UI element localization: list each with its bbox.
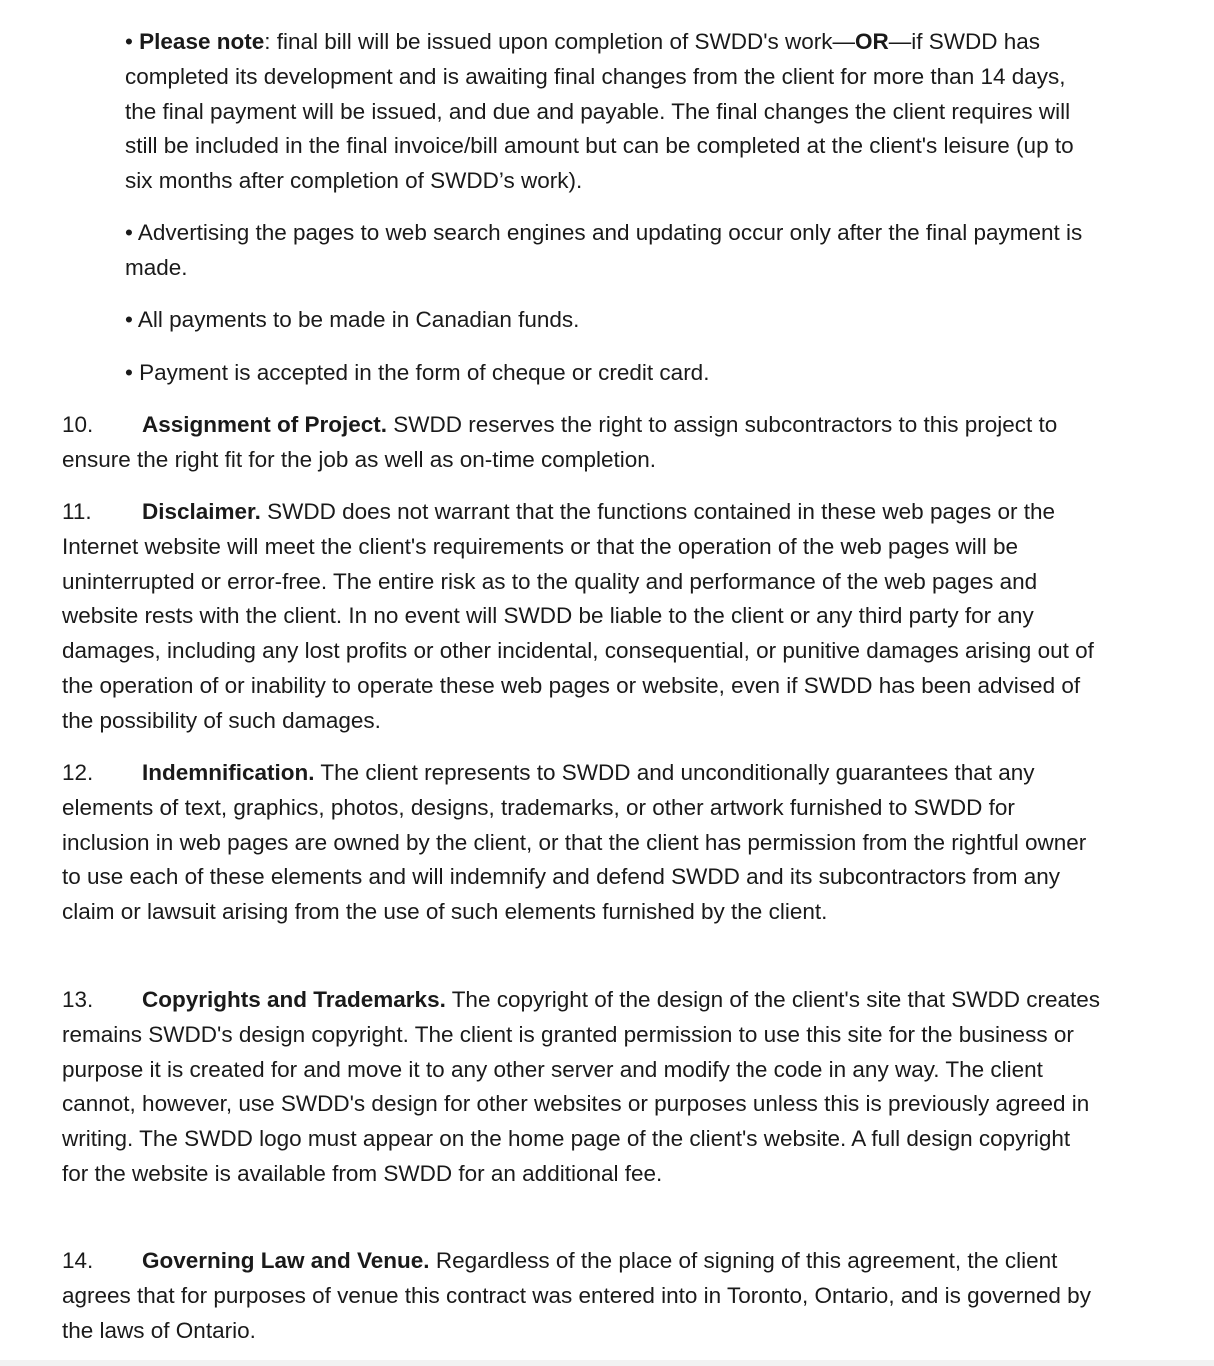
section-number: 10. <box>62 412 94 437</box>
section-number: 11. <box>62 499 92 524</box>
bullet-marker: • <box>125 220 133 245</box>
or-emphasis: OR <box>855 29 889 54</box>
bullet-text: Payment is accepted in the form of cheque or credit card. <box>139 360 710 385</box>
section-13 <box>62 983 1102 1192</box>
page-bottom-edge <box>0 1360 1214 1366</box>
section-number: 12. <box>62 760 94 785</box>
section-body: SWDD does not warrant that the functions contained in these web pages or the Internet website will meet the client's requirements or that the operation of the web pages will be uninterrupted or error-free. The entire risk as to the quality and performance of the web pages and website rests with the client. In no event will SWDD be liable to the client or any third party for any damages, including any lost profits or other incidental, consequential, or punitive damages arising out of the operation of or inability to operate these web pages or website, even if SWDD has been advised of the possibility of such damages. <box>62 499 1094 733</box>
section-14 <box>62 1244 1102 1348</box>
bullet-marker: • <box>125 307 133 332</box>
section-body: Regardless of the place of signing of this agreement, the client agrees that for purposes of venue this contract was entered into in Toronto, Ontario, and is governed by the laws of Ontario. <box>62 1248 1091 1343</box>
bullet-text: : final bill will be issued upon completion of SWDD's work— <box>264 29 855 54</box>
section-body: SWDD reserves the right to assign subcontractors to this project to ensure the right fit for the job as well as on-time completion. <box>62 412 1058 472</box>
section-heading: Copyrights and Trademarks. <box>142 987 446 1012</box>
section-body: The client represents to SWDD and unconditionally guarantees that any elements of text, graphics, photos, designs, trademarks, or other artwork furnished to SWDD for inclusion in web pages are owned by the client, or that the client has permission from the rightful owner to use each of these elements and will indemnify and defend SWDD and its subcontractors from any claim or lawsuit arising from the use of such elements furnished by the client. <box>62 760 1087 925</box>
section-heading: Indemnification. <box>142 760 315 785</box>
bullet-marker: • <box>125 29 133 54</box>
bullet-text: —if SWDD has completed its development and is awaiting final changes from the client for more than 14 days, the final payment will be issued, and due and payable. The final changes the client requires will still be included in the final invoice/bill amount but can be completed at the client's leisure (up to six months after completion of SWDD’s work). <box>125 29 1074 194</box>
section-number: 14. <box>62 1248 94 1273</box>
bullet-please-note <box>125 25 1100 199</box>
section-12 <box>62 756 1102 930</box>
bullet-canadian-funds <box>125 303 1100 338</box>
section-heading: Governing Law and Venue. <box>142 1248 430 1273</box>
bullet-payment-form <box>125 356 1100 391</box>
please-note-label: Please note <box>139 29 265 54</box>
section-10 <box>62 408 1102 478</box>
bullet-marker: • <box>125 360 133 385</box>
section-11 <box>62 495 1102 739</box>
section-body: The copyright of the design of the client's site that SWDD creates remains SWDD's design copyright. The client is granted permission to use this site for the business or purpose it is created for and move it to any other server and modify the code in any way. The client cannot, however, use SWDD's design for other websites or purposes unless this is previously agreed in writing. The SWDD logo must appear on the home page of the client's website. A full design copyright for the website is available from SWDD for an additional fee. <box>62 987 1101 1186</box>
bullet-text: Advertising the pages to web search engines and updating occur only after the final payment is made. <box>125 220 1083 280</box>
bullet-advertising <box>125 216 1100 286</box>
section-heading: Disclaimer. <box>142 499 261 524</box>
section-heading: Assignment of Project. <box>142 412 388 437</box>
bullet-text: All payments to be made in Canadian funds. <box>137 307 580 332</box>
section-number: 13. <box>62 987 94 1012</box>
